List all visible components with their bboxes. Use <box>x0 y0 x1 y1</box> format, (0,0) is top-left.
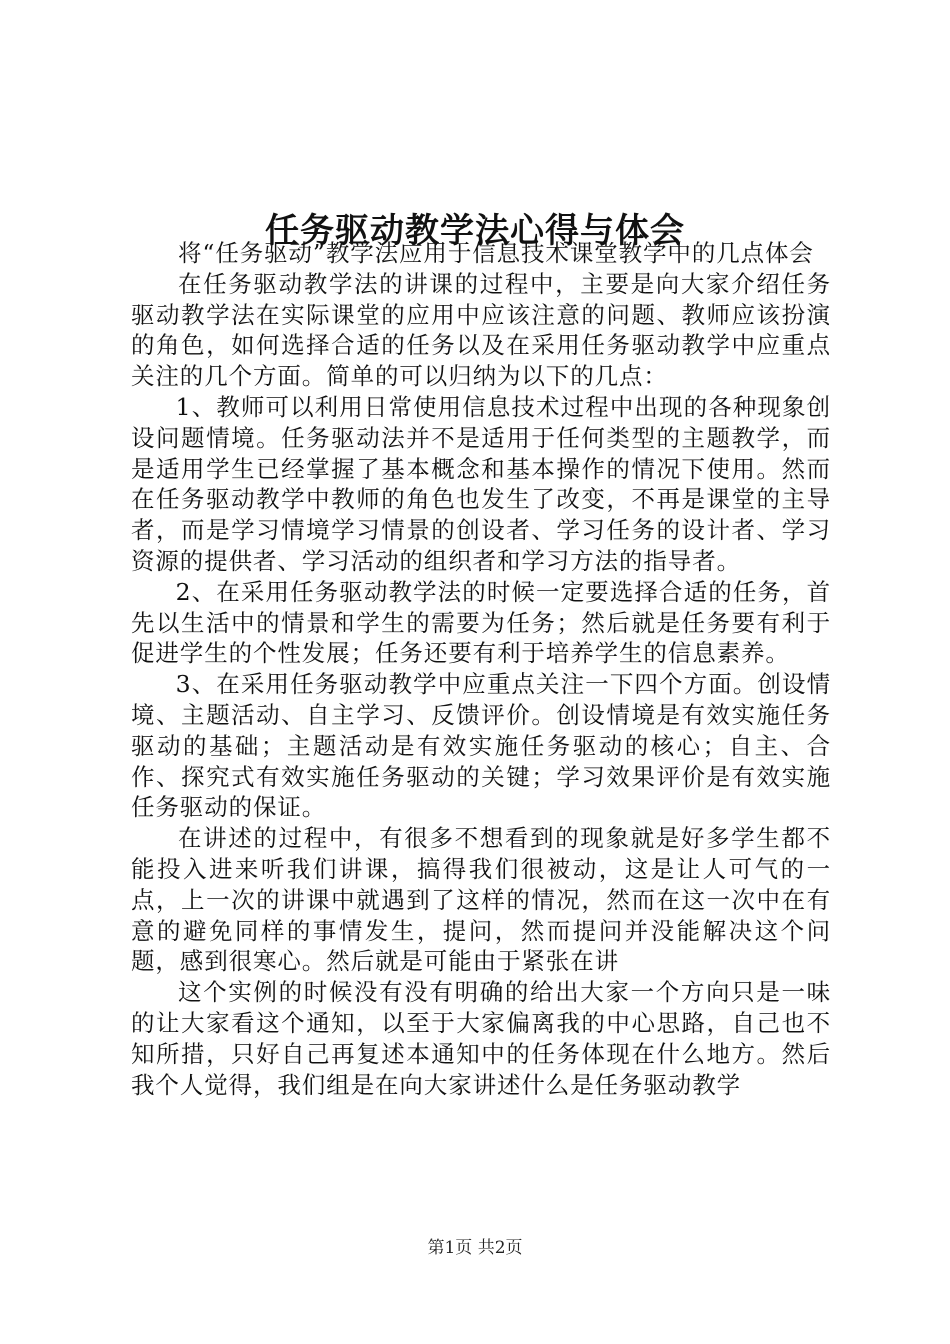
paragraph-reflection: 在讲述的过程中，有很多不想看到的现象就是好多学生都不能投入进来听我们讲课，搞得我们很被动，这是让人可气的一点，上一次的讲课中就遇到了这样的情况，然而在这一次中在有意的避免同样的事情发生，提问，然而提问并没能解决这个问题，感到很寒心。然后就是可能由于紧张在讲 <box>131 824 831 976</box>
paragraph-subtitle: 将“任务驱动”教学法应用于信息技术课堂教学中的几点体会 <box>178 239 814 267</box>
page-footer: 第1页 共2页 <box>427 1238 523 1258</box>
paragraph-point-2: 2、在采用任务驱动教学法的时候一定要选择合适的任务，首先以生活中的情景和学生的需要为任务；然后就是任务要有利于促进学生的个性发展；任务还要有利于培养学生的信息素养。 <box>131 577 831 668</box>
document-title: 任务驱动教学法心得与体会 <box>265 210 685 251</box>
paragraph-intro: 在任务驱动教学法的讲课的过程中，主要是向大家介绍任务驱动教学法在实际课堂的应用中应该注意的问题、教师应该扮演的角色，如何选择合适的任务以及在采用任务驱动教学中应重点关注的几个方面。简单的可以归纳为以下的几点： <box>131 269 831 391</box>
paragraph-point-1: 1、教师可以利用日常使用信息技术过程中出现的各种现象创设问题情境。任务驱动法并不是适用于任何类型的主题教学，而是适用学生已经掌握了基本概念和基本操作的情况下使用。然而在任务驱动教学中教师的角色也发生了改变，不再是课堂的主导者，而是学习情境学习情景的创设者、学习任务的设计者、学习资源的提供者、学习活动的组织者和学习方法的指导者。 <box>131 392 831 575</box>
document-body <box>131 238 831 1100</box>
paragraph-point-3: 3、在采用任务驱动教学中应重点关注一下四个方面。创设情境、主题活动、自主学习、反馈评价。创设情境是有效实施任务驱动的基础；主题活动是有效实施任务驱动的核心；自主、合作、探究式有效实施任务驱动的关键；学习效果评价是有效实施任务驱动的保证。 <box>131 670 831 822</box>
paragraph-example: 这个实例的时候没有没有明确的给出大家一个方向只是一味的让大家看这个通知，以至于大家偏离我的中心思路，自己也不知所措，只好自己再复述本通知中的任务体现在什么地方。然后我个人觉得，我们组是在向大家讲述什么是任务驱动教学 <box>131 978 831 1099</box>
